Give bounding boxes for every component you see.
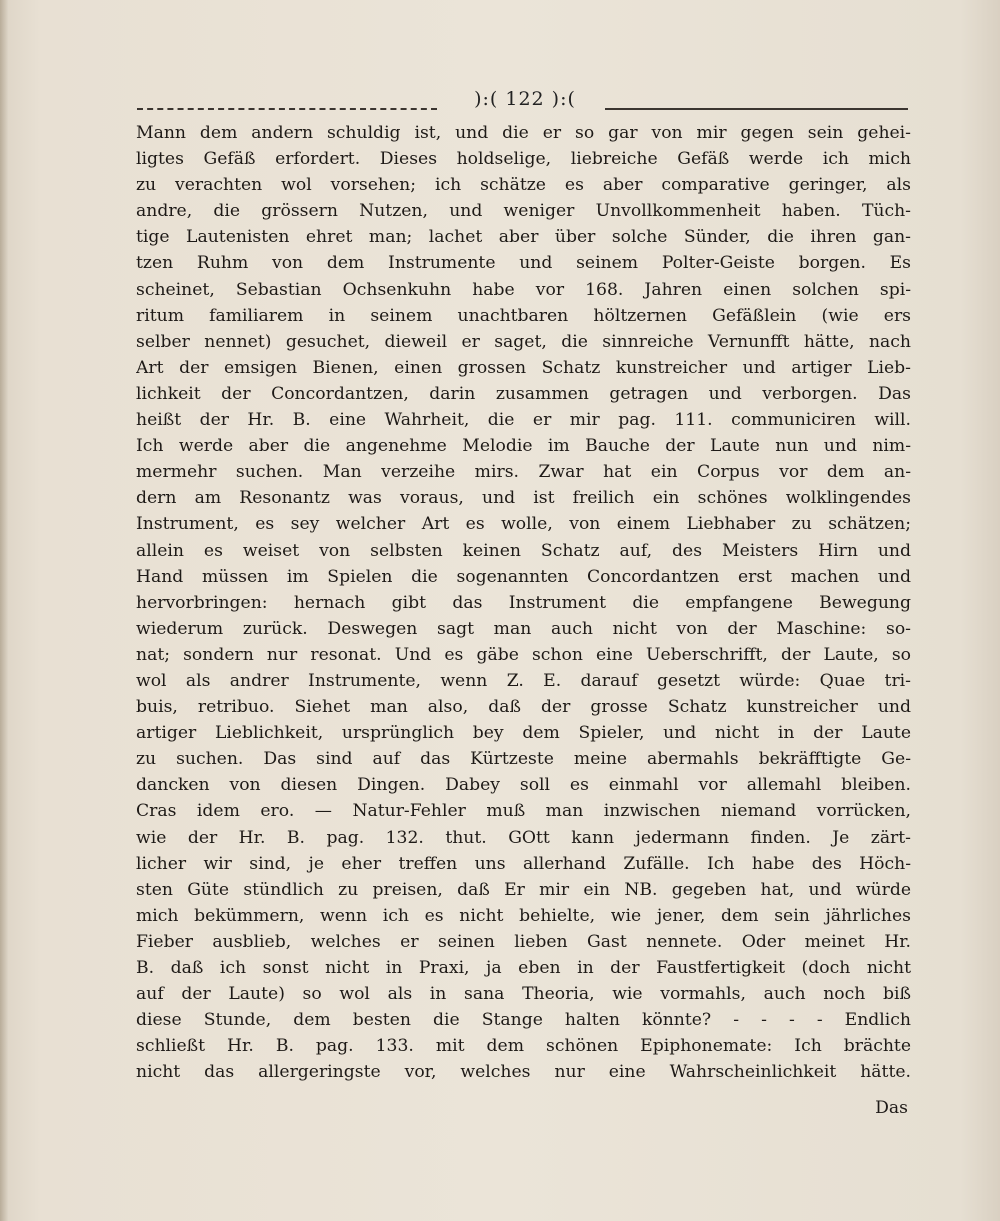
- text-line: scheinet, Sebastian Ochsenkuhn habe vor 168. Jahren einen solchen spi-: [136, 279, 911, 300]
- text-line: ligtes Gefäß erfordert. Dieses holdselige, liebreiche Gefäß werde ich mich: [136, 149, 911, 170]
- text-line: nicht das allergeringste vor, welches nur eine Wahrscheinlichkeit hätte.: [136, 1062, 911, 1083]
- text-line: auf der Laute) so wol als in sana Theoria, wie vormahls, auch noch biß: [136, 984, 911, 1005]
- text-line: hervorbringen: hernach gibt das Instrument die empfangene Bewegung: [136, 592, 911, 613]
- catchword: Das: [875, 1098, 908, 1118]
- text-line: mich bekümmern, wenn ich es nicht behielte, wie jener, dem sein jährliches: [136, 905, 911, 926]
- text-line: mermehr suchen. Man verzeihe mirs. Zwar hat ein Corpus vor dem an-: [136, 462, 911, 483]
- text-line: heißt der Hr. B. eine Wahrheit, die er mir pag. 111. communiciren will.: [136, 410, 911, 431]
- text-line: wie der Hr. B. pag. 132. thut. GOtt kann jedermann finden. Je zärt-: [136, 827, 911, 848]
- text-line: sten Güte stündlich zu preisen, daß Er mir ein NB. gegeben hat, und würde: [136, 879, 911, 900]
- text-line: allein es weiset von selbsten keinen Schatz auf, des Meisters Hirn und: [136, 540, 911, 561]
- text-line: diese Stunde, dem besten die Stange halten könnte? - - - - Endlich: [136, 1010, 911, 1031]
- text-line: Hand müssen im Spielen die sogenannten Concordantzen erst machen und: [136, 566, 911, 587]
- text-line: Fieber ausblieb, welches er seinen lieben Gast nennete. Oder meinet Hr.: [136, 931, 911, 952]
- body-text: [136, 120, 911, 1085]
- text-line: zu suchen. Das sind auf das Kürtzeste meine abermahls bekräfftigte Ge-: [136, 749, 911, 770]
- text-line: buis, retribuo. Siehet man also, daß der grosse Schatz kunstreicher und: [136, 697, 911, 718]
- text-line: wiederum zurück. Deswegen sagt man auch nicht von der Maschine: so-: [136, 618, 911, 639]
- text-line: licher wir sind, je eher treffen uns allerhand Zufälle. Ich habe des Höch-: [136, 853, 911, 874]
- text-line: selber nennet) gesuchet, dieweil er saget, die sinnreiche Vernunfft hätte, nach: [136, 331, 911, 352]
- text-line: B. daß ich sonst nicht in Praxi, ja eben in der Faustfertigkeit (doch nicht: [136, 958, 911, 978]
- text-line: dancken von diesen Dingen. Dabey soll es einmahl vor allemahl bleiben.: [136, 775, 911, 796]
- text-line: andre, die grössern Nutzen, und weniger Unvollkommenheit haben. Tüch-: [136, 201, 911, 222]
- text-line: Cras idem ero. — Natur-Fehler muß man inzwischen niemand vorrücken,: [136, 801, 911, 822]
- text-line: nat; sondern nur resonat. Und es gäbe schon eine Ueberschrifft, der Laute, so: [136, 644, 911, 665]
- text-line: Instrument, es sey welcher Art es wolle, von einem Liebhaber zu schätzen;: [136, 514, 911, 535]
- text-line: lichkeit der Concordantzen, darin zusammen getragen und verborgen. Das: [136, 383, 911, 404]
- header-rule-right: [605, 108, 908, 110]
- header-rule-left: [137, 108, 437, 110]
- text-line: schließt Hr. B. pag. 133. mit dem schönen Epiphonemate: Ich brächte: [136, 1036, 911, 1057]
- text-line: artiger Lieblichkeit, ursprünglich bey dem Spieler, und nicht in der Laute: [136, 723, 911, 744]
- text-line: wol als andrer Instrumente, wenn Z. E. darauf gesetzt würde: Quae tri-: [136, 670, 911, 691]
- text-line: Ich werde aber die angenehme Melodie im Bauche der Laute nun und nim-: [136, 436, 911, 457]
- text-line: Art der emsigen Bienen, einen grossen Schatz kunstreicher und artiger Lieb-: [136, 357, 911, 378]
- page-gutter: [0, 0, 8, 1221]
- text-line: Mann dem andern schuldig ist, und die er so gar von mir gegen sein gehei-: [136, 123, 911, 143]
- text-line: tige Lautenisten ehret man; lachet aber über solche Sünder, die ihren gan-: [136, 227, 911, 248]
- text-line: tzen Ruhm von dem Instrumente und seinem Polter-Geiste borgen. Es: [136, 253, 911, 274]
- running-header: [135, 86, 910, 116]
- text-line: zu verachten wol vorsehen; ich schätze es aber comparative geringer, als: [136, 175, 911, 196]
- text-line: dern am Resonantz was voraus, und ist freilich ein schönes wolklingendes: [136, 488, 911, 509]
- page-number: ):( 122 ):(: [474, 88, 576, 110]
- text-line: ritum familiarem in seinem unachtbaren höltzernen Gefäßlein (wie ers: [136, 305, 911, 326]
